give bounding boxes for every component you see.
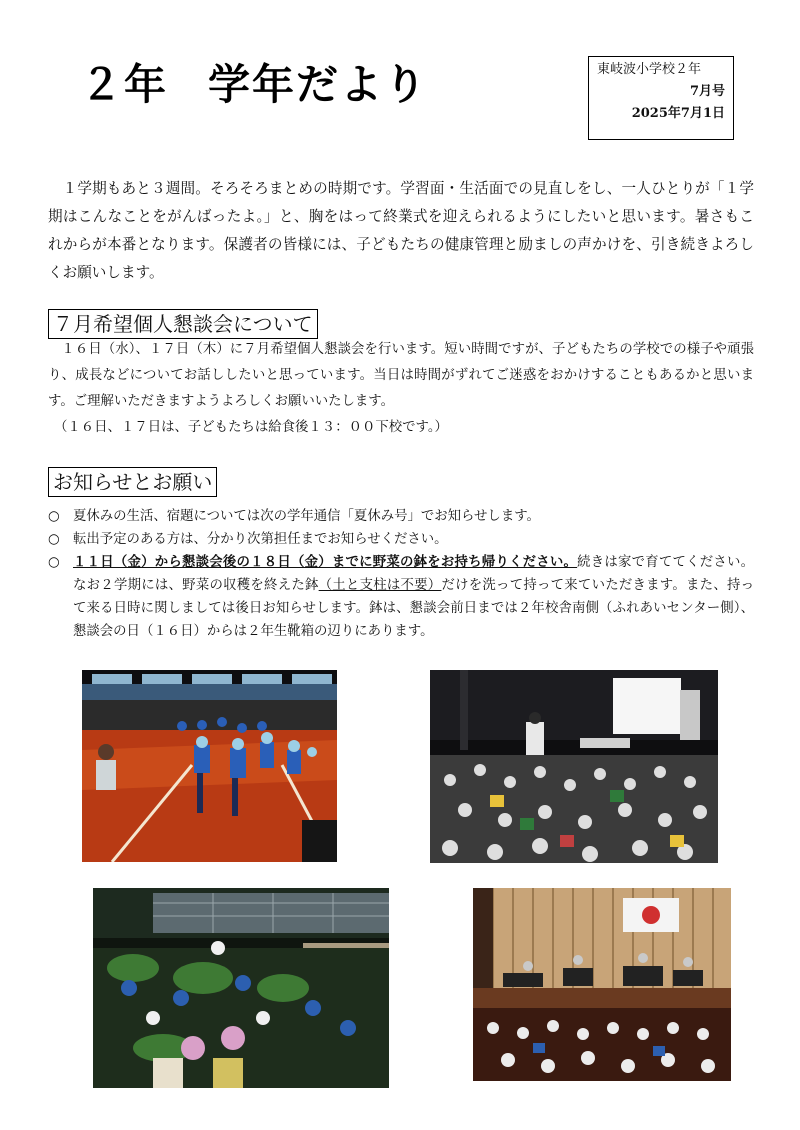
bullet-icon: ○ [48, 509, 60, 524]
list-item [48, 528, 754, 551]
list-item [48, 505, 754, 528]
issue-month: 7月号 [689, 84, 725, 99]
issue-info-box [588, 56, 734, 140]
title-main: 学年だより [208, 60, 429, 109]
notice-text: だけを洗って持って来ていただきます。また、持って来る日時に関しましては後日お知らせします。鉢は、懇談会前日までは２年校舎南側（ふれあいセンター側）、懇談会の日（１６日）からは２年生靴箱の辺りにあります。 [73, 578, 755, 639]
newsletter-title [80, 52, 428, 112]
garden-photo [93, 888, 389, 1088]
section-heading-notices: お知らせとお願い [48, 467, 217, 497]
notice-text: 転出予定のある方は、分かり次第担任までお知らせください。 [73, 532, 448, 547]
conference-paragraph: １６日（水）、１７日（木）に７月希望個人懇談会を行います。短い時間ですが、子どもたちの学校での様子や頑張り、成長などについてお話ししたいと思っています。当日は時間がずれてご迷惑をおかけすることもあるかと思います。ご理解いただきますようよろしくお願いいたします。 [48, 342, 754, 409]
school-name: 東岐波小学校２年 [597, 62, 702, 77]
issue-date: 2025年7月1日 [631, 106, 725, 121]
section-heading-conference: ７月希望個人懇談会について [48, 309, 318, 339]
assembly-photo [430, 670, 718, 863]
notice-text: 続きは家で育ててください。なお２学期には、野菜の収穫を終えた鉢 [73, 555, 755, 593]
notice-emphasis: １１日（金）から懇談会後の１８日（金）までに野菜の鉢をお持ち帰りください。 [73, 554, 578, 570]
title-grade: ２年 [80, 60, 169, 109]
bullet-icon: ○ [48, 532, 60, 547]
list-item [48, 551, 754, 643]
conference-note: （１６日、１７日は、子どもたちは給食後１３：００下校です。） [54, 420, 448, 435]
gym-activity-photo [82, 670, 337, 862]
notices-list [48, 505, 754, 643]
concert-photo [473, 888, 731, 1081]
intro-paragraph: １学期もあと３週間。そろそろまとめの時期です。学習面・生活面での見直しをし、一人ひとりが「１学期はこんなことをがんばったよ。」と、胸をはって終業式を迎えられるようにしたいと思います。暑さもこれからが本番となります。保護者の皆様には、子どもたちの健康管理と励ましの声かけを、引き続きよろしくお願いします。 [48, 180, 754, 281]
section-conference-body [48, 337, 754, 441]
bullet-icon: ○ [48, 555, 60, 570]
notice-underlined: （土と支柱は不要） [318, 578, 442, 593]
notice-text: 夏休みの生活、宿題については次の学年通信「夏休み号」でお知らせします。 [73, 509, 540, 524]
